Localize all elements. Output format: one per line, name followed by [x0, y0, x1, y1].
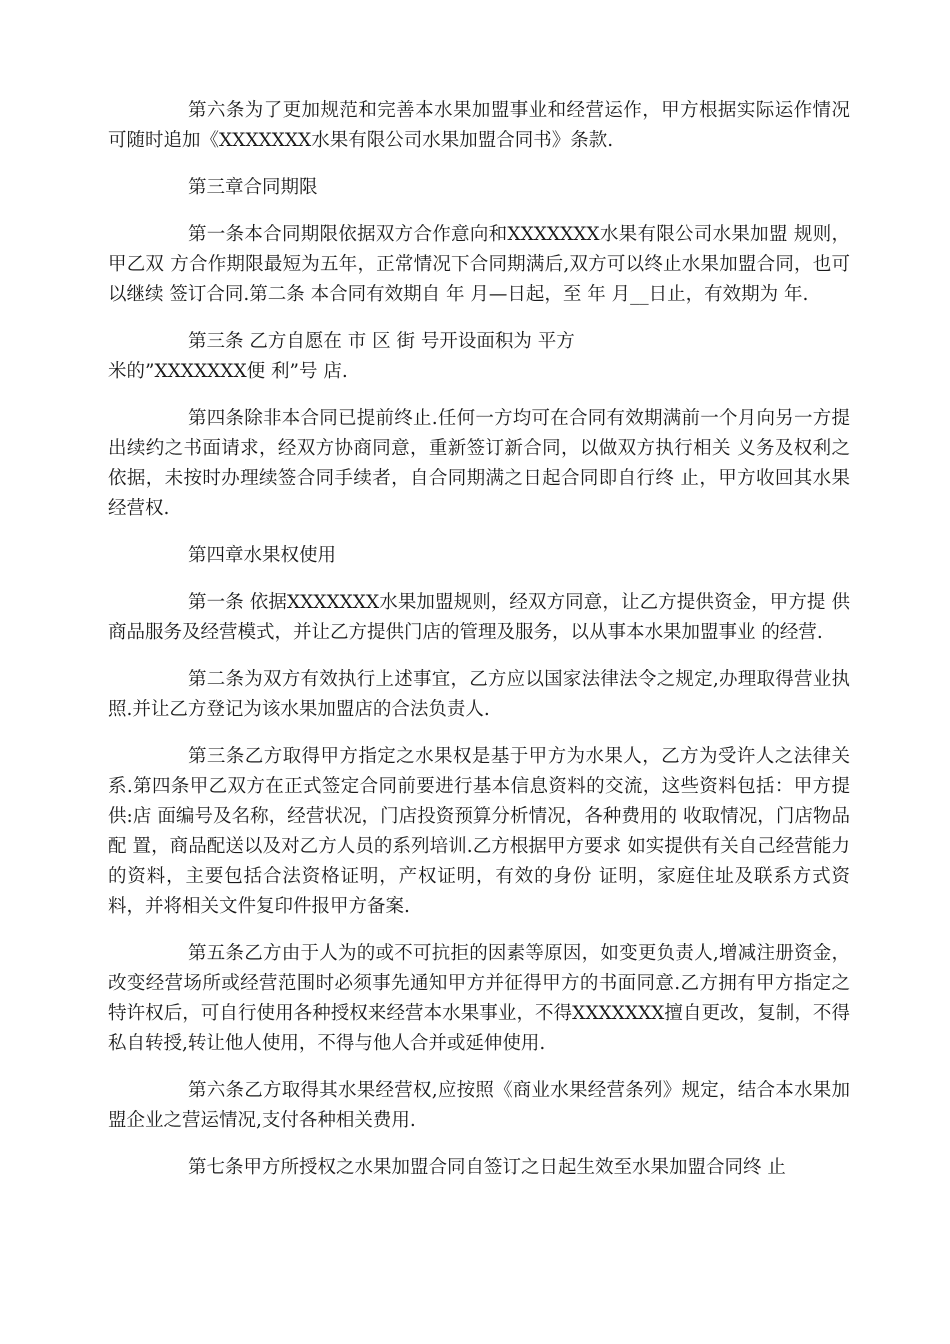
- paragraph-article-1-franchise-rules: 第一条 依据XXXXXXX水果加盟规则，经双方同意，让乙方提供资金，甲方提 供商品服务及经营模式，并让乙方提供门店的管理及服务，以从事本水果加盟事业 的经营.: [108, 592, 850, 643]
- chapter-4-heading: 第四章水果权使用: [188, 545, 337, 566]
- chapter-3-heading: 第三章合同期限: [188, 177, 318, 198]
- paragraph-article-6-supplement: 第六条为了更加规范和完善本水果加盟事业和经营运作，甲方根据实际运作情况可随时追加《XXXXXXX水果有限公司水果加盟合同书》条款.: [108, 100, 850, 151]
- paragraph-store-location: 第三条 乙方自愿在 市 区 街 号开设面积为 平方: [188, 331, 575, 352]
- paragraph-article-2-business-license: 第二条为双方有效执行上述事宜，乙方应以国家法律法令之规定,办理取得营业执照.并让乙方登记为该水果加盟店的合法负责人.: [108, 669, 850, 720]
- document-body: [108, 96, 850, 1200]
- paragraph-renewal: 第四条除非本合同已提前终止.任何一方均可在合同有效期满前一个月向另一方提出续约之书面请求，经双方协商同意，重新签订新合同，以做双方执行相关 义务及权利之依据，未按时办理续签合同手续者，自合同期满之日起合同即自行终 止，甲方收回其水果经营权.: [108, 408, 850, 519]
- paragraph-store-name: 米的”XXXXXXX便 利”号 店.: [108, 361, 348, 382]
- paragraph-article-5-changes: 第五条乙方由于人为的或不可抗拒的因素等原因，如变更负责人,增减注册资金，改变经营场所或经营范围时必须事先通知甲方并征得甲方的书面同意.乙方拥有甲方指定之特许权后，可自行使用各种授权来经营本水果事业，不得XXXXXXX擅自更改，复制，不得私自转授,转让他人使用，不得与他人合并或延伸使用.: [108, 943, 850, 1054]
- paragraph-article-6-fees: 第六条乙方取得其水果经营权,应按照《商业水果经营条列》规定，结合本水果加盟企业之营运情况,支付各种相关费用.: [108, 1080, 850, 1131]
- paragraph-article-7-effective: 第七条甲方所授权之水果加盟合同自签订之日起生效至水果加盟合同终 止: [188, 1157, 786, 1178]
- paragraph-contract-term: 第一条本合同期限依据双方合作意向和XXXXXXX水果有限公司水果加盟 规则，甲乙双 方合作期限最短为五年，正常情况下合同期满后,双方可以终止水果加盟合同，也可以继续 签订合同.第二条 本合同有效期自 年 月—日起，至 年 月__日止，有效期为 年.: [108, 224, 850, 305]
- paragraph-article-3-4-information-exchange: 第三条乙方取得甲方指定之水果权是基于甲方为水果人，乙方为受许人之法律关系.第四条甲乙双方在正式签定合同前要进行基本信息资料的交流，这些资料包括：甲方提供:店 面编号及名称，经营状况，门店投资预算分析情况，各种费用的 收取情况，门店物品配 置，商品配送以及对乙方人员的系列培训.乙方根据甲方要求 如实提供有关自己经营能力的资料，主要包括合法资格证明，产权证明，有效的身份 证明，家庭住址及联系方式资料，并将相关文件复印件报甲方备案.: [108, 746, 850, 917]
